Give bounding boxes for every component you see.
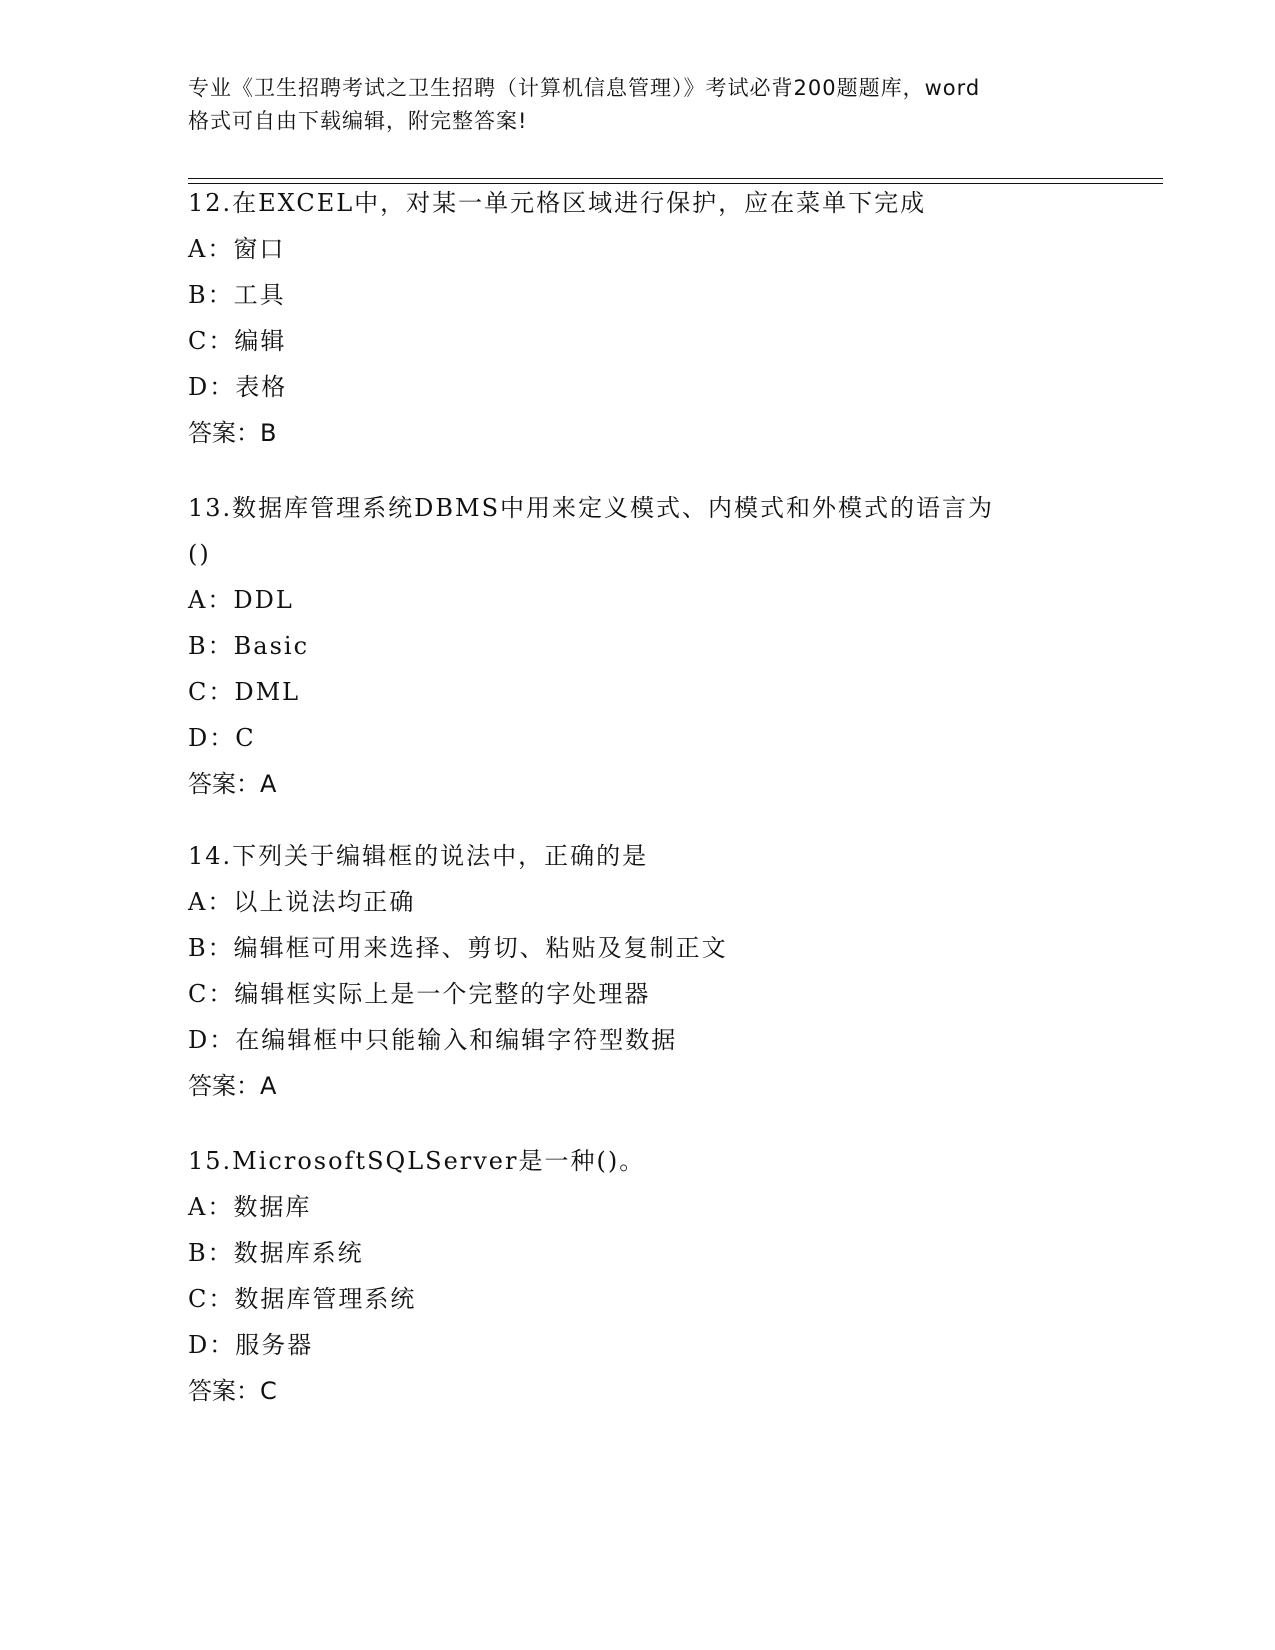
answer-line: 答案：C [188,1377,277,1405]
option-a: A：窗口 [188,235,286,263]
option-c: C：数据库管理系统 [188,1285,417,1313]
option-d: D：C [188,724,256,752]
document-page [188,0,1163,1650]
header-divider-top [188,178,1163,179]
option-b: B：编辑框可用来选择、剪切、粘贴及复制正文 [188,934,728,962]
option-d: D：在编辑框中只能输入和编辑字符型数据 [188,1026,678,1054]
option-d: D：表格 [188,373,288,401]
header-line-2: 格式可自由下载编辑，附完整答案! [188,109,528,133]
question-stem-continuation: () [188,540,211,568]
question-stem: 13.数据库管理系统DBMS中用来定义模式、内模式和外模式的语言为 [188,494,995,522]
question-15 [188,1138,1088,1414]
answer-line: 答案：A [188,770,277,798]
option-d: D：服务器 [188,1331,314,1359]
option-c: C：DML [188,678,301,706]
answer-line: 答案：B [188,419,277,447]
option-b: B：Basic [188,632,310,660]
question-14 [188,833,1088,1109]
option-a: A：数据库 [188,1193,312,1221]
document-header [188,72,1088,138]
question-13 [188,485,1088,807]
option-a: A：以上说法均正确 [188,888,416,916]
option-c: C：编辑 [188,327,287,355]
option-b: B：数据库系统 [188,1239,364,1267]
header-line-1: 专业《卫生招聘考试之卫生招聘（计算机信息管理）》考试必背200题题库，word [188,76,981,100]
question-stem: 15.MicrosoftSQLServer是一种()。 [188,1147,646,1175]
question-stem: 14.下列关于编辑框的说法中，正确的是 [188,842,649,870]
question-stem: 12.在EXCEL中，对某一单元格区域进行保护，应在菜单下完成 [188,189,927,217]
option-b: B：工具 [188,281,286,309]
option-a: A：DDL [188,586,294,614]
answer-line: 答案：A [188,1072,277,1100]
option-c: C：编辑框实际上是一个完整的字处理器 [188,980,651,1008]
question-12 [188,180,1088,456]
